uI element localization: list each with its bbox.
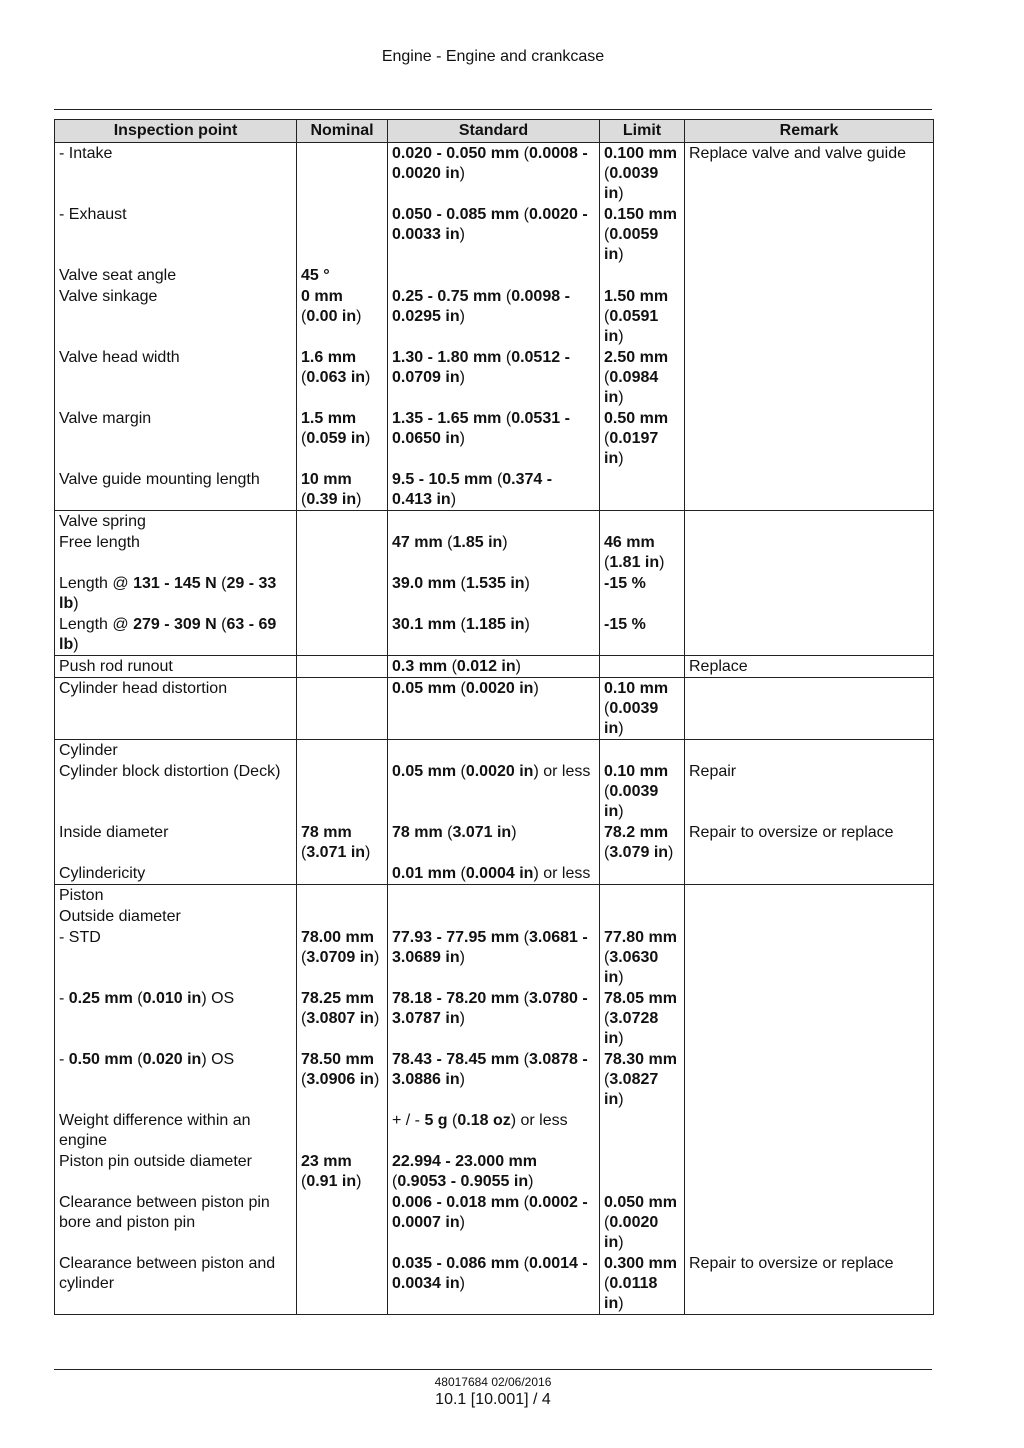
cell-remark (685, 740, 934, 762)
cell-remark (685, 1049, 934, 1110)
table-row (55, 347, 934, 408)
cell-standard: 0.05 mm (0.0020 in) (388, 678, 600, 740)
cell-standard: 47 mm (1.85 in) (388, 532, 600, 573)
table-row (55, 1151, 934, 1192)
cell-inspection-point: - STD (55, 927, 297, 988)
cell-inspection-point: Valve margin (55, 408, 297, 469)
cell-remark (685, 286, 934, 347)
table-row (55, 906, 934, 927)
cell-nominal (297, 573, 388, 614)
cell-nominal: 0 mm (0.00 in) (297, 286, 388, 347)
table-row (55, 656, 934, 678)
cell-standard: 1.30 - 1.80 mm (0.0512 - 0.0709 in) (388, 347, 600, 408)
cell-remark (685, 532, 934, 573)
cell-inspection-point: Outside diameter (55, 906, 297, 927)
cell-nominal: 78.50 mm (3.0906 in) (297, 1049, 388, 1110)
table-row (55, 822, 934, 863)
cell-standard (388, 906, 600, 927)
table-row (55, 573, 934, 614)
cell-inspection-point: Cylinder head distortion (55, 678, 297, 740)
col-header-nominal: Nominal (297, 120, 388, 143)
cell-limit (600, 265, 685, 286)
cell-inspection-point: - Intake (55, 143, 297, 205)
cell-nominal (297, 1253, 388, 1315)
cell-standard: 0.25 - 0.75 mm (0.0098 - 0.0295 in) (388, 286, 600, 347)
cell-inspection-point: Weight difference within an engine (55, 1110, 297, 1151)
cell-remark (685, 204, 934, 265)
header-row (55, 120, 934, 143)
page-number: 10.1 [10.001] / 4 (435, 1391, 551, 1408)
cell-limit: 2.50 mm (0.0984 in) (600, 347, 685, 408)
cell-nominal: 45 ° (297, 265, 388, 286)
cell-inspection-point: Free length (55, 532, 297, 573)
cell-inspection-point: Inside diameter (55, 822, 297, 863)
table-group (55, 678, 934, 740)
cell-standard: 77.93 - 77.95 mm (3.0681 - 3.0689 in) (388, 927, 600, 988)
cell-inspection-point: Valve seat angle (55, 265, 297, 286)
cell-inspection-point: Valve head width (55, 347, 297, 408)
cell-nominal (297, 511, 388, 533)
table-row (55, 532, 934, 573)
cell-nominal (297, 678, 388, 740)
cell-nominal (297, 143, 388, 205)
cell-remark (685, 265, 934, 286)
cell-standard: 0.050 - 0.085 mm (0.0020 - 0.0033 in) (388, 204, 600, 265)
cell-inspection-point: Piston (55, 885, 297, 907)
cell-limit: 0.300 mm (0.0118 in) (600, 1253, 685, 1315)
cell-nominal: 23 mm (0.91 in) (297, 1151, 388, 1192)
cell-standard: 0.05 mm (0.0020 in) or less (388, 761, 600, 822)
cell-limit: 0.10 mm (0.0039 in) (600, 678, 685, 740)
col-header-standard: Standard (388, 120, 600, 143)
cell-inspection-point: Length @ 279 - 309 N (63 - 69 lb) (55, 614, 297, 656)
cell-limit: 0.150 mm (0.0059 in) (600, 204, 685, 265)
cell-nominal: 78.25 mm (3.0807 in) (297, 988, 388, 1049)
table-group (55, 885, 934, 1315)
table-row (55, 988, 934, 1049)
cell-limit: 0.10 mm (0.0039 in) (600, 761, 685, 822)
cell-standard: 30.1 mm (1.185 in) (388, 614, 600, 656)
cell-remark (685, 408, 934, 469)
cell-nominal (297, 1192, 388, 1253)
table-row (55, 204, 934, 265)
table-row (55, 740, 934, 762)
table-row (55, 265, 934, 286)
cell-inspection-point: Piston pin outside diameter (55, 1151, 297, 1192)
cell-remark (685, 927, 934, 988)
cell-limit (600, 906, 685, 927)
cell-limit: 0.50 mm (0.0197 in) (600, 408, 685, 469)
col-header-remark: Remark (685, 120, 934, 143)
cell-nominal (297, 204, 388, 265)
table-row (55, 1110, 934, 1151)
cell-standard: 0.006 - 0.018 mm (0.0002 - 0.0007 in) (388, 1192, 600, 1253)
cell-limit: 78.30 mm (3.0827 in) (600, 1049, 685, 1110)
footer-rule (54, 1369, 932, 1370)
cell-limit: 0.050 mm (0.0020 in) (600, 1192, 685, 1253)
table-group (55, 143, 934, 511)
cell-inspection-point: - 0.50 mm (0.020 in) OS (55, 1049, 297, 1110)
cell-remark (685, 347, 934, 408)
cell-nominal: 78 mm (3.071 in) (297, 822, 388, 863)
cell-standard: 9.5 - 10.5 mm (0.374 - 0.413 in) (388, 469, 600, 511)
table-group (55, 511, 934, 656)
cell-inspection-point: Clearance between piston pin bore and piston pin (55, 1192, 297, 1253)
cell-remark (685, 885, 934, 907)
cell-remark (685, 906, 934, 927)
cell-inspection-point: Length @ 131 - 145 N (29 - 33 lb) (55, 573, 297, 614)
cell-remark (685, 1192, 934, 1253)
cell-nominal (297, 532, 388, 573)
table-row (55, 927, 934, 988)
table-row (55, 143, 934, 205)
cell-inspection-point: Cylinder block distortion (Deck) (55, 761, 297, 822)
cell-limit (600, 863, 685, 885)
cell-standard: 0.020 - 0.050 mm (0.0008 - 0.0020 in) (388, 143, 600, 205)
cell-limit: 46 mm (1.81 in) (600, 532, 685, 573)
page-header: Engine - Engine and crankcase (381, 48, 605, 65)
cell-inspection-point: Cylindericity (55, 863, 297, 885)
cell-limit: 78.2 mm (3.079 in) (600, 822, 685, 863)
cell-standard: 0.01 mm (0.0004 in) or less (388, 863, 600, 885)
doc-code: 48017684 02/06/2016 (434, 1375, 552, 1389)
cell-limit (600, 1110, 685, 1151)
cell-nominal (297, 761, 388, 822)
cell-remark (685, 511, 934, 533)
cell-nominal (297, 1110, 388, 1151)
cell-inspection-point: Push rod runout (55, 656, 297, 678)
cell-limit (600, 511, 685, 533)
cell-standard: 0.035 - 0.086 mm (0.0014 - 0.0034 in) (388, 1253, 600, 1315)
cell-limit (600, 885, 685, 907)
cell-nominal: 1.5 mm (0.059 in) (297, 408, 388, 469)
table-row (55, 1049, 934, 1110)
cell-inspection-point: Cylinder (55, 740, 297, 762)
table-row (55, 761, 934, 822)
table-row (55, 1192, 934, 1253)
cell-standard: 1.35 - 1.65 mm (0.0531 - 0.0650 in) (388, 408, 600, 469)
cell-inspection-point: Valve sinkage (55, 286, 297, 347)
cell-nominal: 78.00 mm (3.0709 in) (297, 927, 388, 988)
cell-limit (600, 1151, 685, 1192)
cell-nominal (297, 885, 388, 907)
cell-limit: 1.50 mm (0.0591 in) (600, 286, 685, 347)
cell-standard: 22.994 - 23.000 mm (0.9053 - 0.9055 in) (388, 1151, 600, 1192)
cell-inspection-point: - Exhaust (55, 204, 297, 265)
cell-inspection-point: Clearance between piston and cylinder (55, 1253, 297, 1315)
cell-remark (685, 1151, 934, 1192)
cell-nominal (297, 614, 388, 656)
cell-limit: 78.05 mm (3.0728 in) (600, 988, 685, 1049)
cell-standard: 0.3 mm (0.012 in) (388, 656, 600, 678)
cell-nominal: 10 mm (0.39 in) (297, 469, 388, 511)
cell-standard (388, 265, 600, 286)
cell-standard: 78 mm (3.071 in) (388, 822, 600, 863)
cell-remark: Replace (685, 656, 934, 678)
table-row (55, 511, 934, 533)
header-rule (54, 109, 932, 110)
table-row (55, 885, 934, 907)
cell-inspection-point: Valve spring (55, 511, 297, 533)
table-row (55, 678, 934, 740)
table-row (55, 1253, 934, 1315)
cell-standard: 39.0 mm (1.535 in) (388, 573, 600, 614)
cell-nominal: 1.6 mm (0.063 in) (297, 347, 388, 408)
cell-remark: Repair to oversize or replace (685, 1253, 934, 1315)
cell-standard: 78.43 - 78.45 mm (3.0878 - 3.0886 in) (388, 1049, 600, 1110)
cell-remark (685, 1110, 934, 1151)
table-row (55, 286, 934, 347)
cell-nominal (297, 656, 388, 678)
cell-remark (685, 573, 934, 614)
cell-inspection-point: Valve guide mounting length (55, 469, 297, 511)
cell-limit: 77.80 mm (3.0630 in) (600, 927, 685, 988)
cell-inspection-point: - 0.25 mm (0.010 in) OS (55, 988, 297, 1049)
cell-remark (685, 678, 934, 740)
table-row (55, 408, 934, 469)
table-row (55, 863, 934, 885)
cell-limit: 0.100 mm (0.0039 in) (600, 143, 685, 205)
cell-limit (600, 469, 685, 511)
cell-nominal (297, 906, 388, 927)
cell-remark: Replace valve and valve guide (685, 143, 934, 205)
cell-remark (685, 863, 934, 885)
cell-remark (685, 469, 934, 511)
cell-standard: 78.18 - 78.20 mm (3.0780 - 3.0787 in) (388, 988, 600, 1049)
table-row (55, 614, 934, 656)
cell-nominal (297, 863, 388, 885)
spec-table (54, 119, 934, 1315)
cell-standard: + / - 5 g (0.18 oz) or less (388, 1110, 600, 1151)
cell-limit (600, 740, 685, 762)
cell-remark (685, 614, 934, 656)
col-header-inspection-point: Inspection point (55, 120, 297, 143)
cell-remark (685, 988, 934, 1049)
cell-standard (388, 885, 600, 907)
table-group (55, 740, 934, 885)
cell-remark: Repair (685, 761, 934, 822)
cell-limit (600, 656, 685, 678)
table-row (55, 469, 934, 511)
cell-standard (388, 511, 600, 533)
cell-nominal (297, 740, 388, 762)
col-header-limit: Limit (600, 120, 685, 143)
cell-limit: -15 % (600, 614, 685, 656)
cell-limit: -15 % (600, 573, 685, 614)
cell-remark: Repair to oversize or replace (685, 822, 934, 863)
table-group (55, 656, 934, 678)
cell-standard (388, 740, 600, 762)
